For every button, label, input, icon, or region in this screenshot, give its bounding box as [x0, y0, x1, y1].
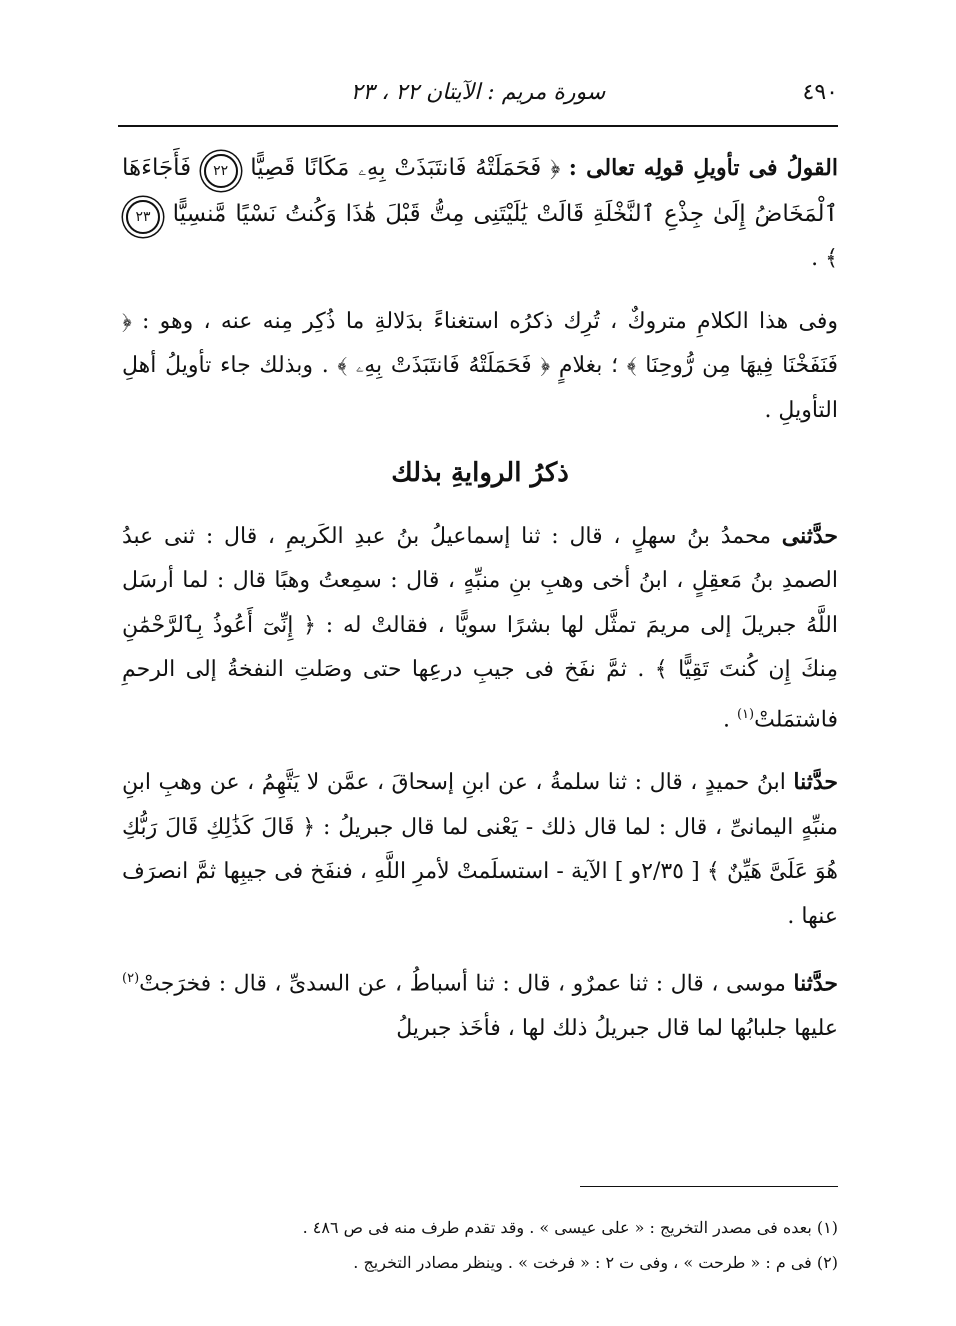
verse-close: ﴾ . [811, 246, 838, 271]
verse-23: فَأَجَاءَهَا ٱلْمَخَاضُ إِلَىٰ جِذْعِ ٱلنَّخْلَةِ قَالَتْ يَٰلَيْتَنِى مِتُّ قَبْلَ هَٰذَا وَكُنتُ نَسْيًا مَّنسِيًّا [122, 155, 838, 227]
section-heading: ذكرُ الروايةِ بذلك [391, 458, 569, 488]
verse-22: ﴿ فَحَمَلَتْهُ فَانتَبَذَتْ بِهِۦ مَكَانًا قَصِيًّا [250, 155, 561, 181]
intro-paragraph [122, 146, 838, 282]
footnote-rule [580, 1186, 838, 1187]
footnote-ref-1: (١) [736, 706, 755, 722]
narration-text: موسى ، قال : ثنا عمرٌو ، قال : ثنا أسباطُ ، عن السدىِّ ، قال : فخرَجتْ [139, 971, 786, 997]
narration-text: محمدُ بنُ سهلٍ ، قال : ثنا إسماعيلُ بنُ عبدِ الكَريمِ ، قال : ثنى عبدُ الصمدِ بنُ مَعقِلٍ ، ابنُ أخى وهبِ بنِ منبِّهٍ ، قال : سمِعتُ وهبًا قال : لما أرسَل اللَّهُ جبريلَ إلى مريمَ تمثَّل لها بشرًا سويًّا ، فقالتْ له : ﴿ إِنِّىٓ أَعُوذُ بِٱلرَّحْمَٰنِ مِنكَ إِن كُنتَ تَقِيًّا ﴾ . ثمَّ نفَخ فى جيبِ درعِها حتى وصَلتِ النفخةُ إلى الرحمِ فاشتمَلتْ [122, 523, 838, 732]
footnote-ref-2: (٢) [122, 971, 140, 987]
narration-lead: حدَّثنا [793, 769, 838, 796]
running-title: سورة مريم : الآيتان ٢٢ ، ٢٣ [350, 80, 606, 105]
narration-lead: حدَّثنى [781, 522, 838, 549]
narration-text: ابنُ حميدٍ ، قال : ثنا سلمةُ ، عن ابنِ إسحاقَ ، عمَّن لا يَتَّهِمُ ، عن وهبِ ابنِ منبِّهٍ اليمانىِّ ، قال : لما قال ذلك - يَعْنى لما قال جبريلُ : ﴿ قَالَ كَذَٰلِكِ قَالَ رَبُّكِ هُوَ عَلَىَّ هَيِّنٌ ﴾ [ ٢/٣٥و ] الآية - استسلَمتْ لأمرِ اللَّهِ ، فنفَخ فى جيبِها ثمَّ انصرَف عنها . [122, 770, 839, 929]
main-text [122, 146, 838, 1070]
narration-3 [122, 957, 838, 1051]
header-rule [118, 125, 838, 127]
footnotes [122, 1210, 838, 1280]
intro-lead: القولُ فى تأويلِ قولِه تعالى : [568, 155, 838, 181]
ayah-number-22: ٢٢ [204, 154, 238, 188]
commentary-paragraph: وفى هذا الكلامِ متروكٌ ، تُرِك ذكرُه استغناءً بدَلالةِ ما ذُكِر مِنه عنه ، وهو : ﴿ فَنَفَخْنَا فِيهَا مِن رُّوحِنَا ﴾ ؛ بغلامٍ ﴿ فَحَمَلَتْهُ فَانتَبَذَتْ بِهِۦ ﴾ . وبذلك جاء تأويلُ أهلِ التأويلِ . [122, 308, 838, 423]
footnote-2: (٢) فى م : « طرحت » ، وفى ت ٢ : « فرخت » . وينظر مصادر التخريج . [353, 1253, 838, 1272]
narration-lead: حدَّثنا [793, 970, 838, 997]
narration-1 [122, 514, 838, 743]
footnote-1: (١) بعده فى مصدر التخريج : « على عيسى » . وقد تقدم طرف منه فى ص ٤٨٦ . [302, 1218, 838, 1237]
narration-2 [122, 760, 838, 939]
narration-text-cont: عليها جلبابُها لما قال جبريلُ ذلك لها ، فأخَذ جبريلُ [396, 1016, 838, 1042]
ayah-number-23: ٢٣ [126, 200, 160, 234]
running-head [118, 74, 838, 114]
page-number: ٤٩٠ [802, 80, 838, 105]
narration-end: . [722, 706, 737, 732]
